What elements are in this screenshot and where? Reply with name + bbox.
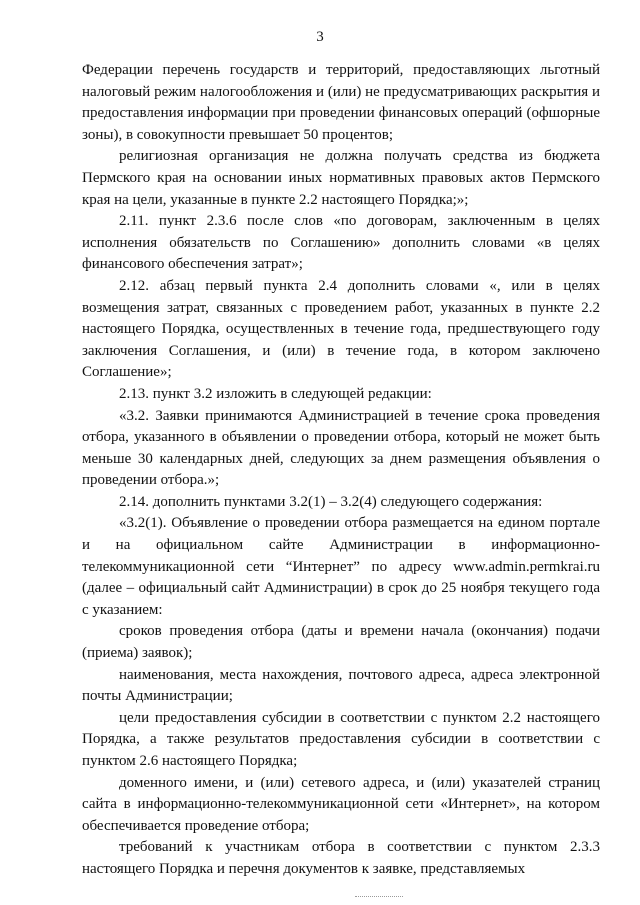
- paragraph-3-2: «3.2. Заявки принимаются Администрацией в течение срока проведения отбора, указанного в объявлении о проведении отбора, который не может быть меньше 30 календарных дней, следующих за днем размещения объявления о проведении отбора.»;: [82, 407, 600, 489]
- paragraph-domain: доменного имени, и (или) сетевого адреса, и (или) указателей страниц сайта в информационно-телекоммуникационной сети «Интернет», на котором обеспечивается проведение отбора;: [82, 774, 600, 834]
- scan-artifact-line: [355, 896, 403, 898]
- document-body: [82, 60, 600, 881]
- paragraph-deadlines: сроков проведения отбора (даты и времени начала (окончания) подачи (приема) заявок);: [82, 623, 600, 662]
- paragraph-2-11: 2.11. пункт 2.3.6 после слов «по договорам, заключенным в целях исполнения обязательств по Соглашению» дополнить словами «в целях финансового обеспечения затрат»;: [82, 213, 600, 273]
- paragraph-requirements: требований к участникам отбора в соответствии с пунктом 2.3.3 настоящего Порядка и перечня документов к заявке, представляемых: [82, 839, 600, 877]
- paragraph-religious-organization: религиозная организация не должна получать средства из бюджета Пермского края на основании иных нормативных правовых актов Пермского края на цели, указанные в пункте 2.2 настоящего Порядка;»;: [82, 148, 600, 208]
- paragraph-3-2-1: «3.2(1). Объявление о проведении отбора размещается на едином портале и на официальном сайте Администрации в информационно-телекоммуникационной сети “Интернет” по адресу www.admin.permkrai.ru (далее – официальный сайт Администрации) в срок до 25 ноября текущего года с указанием:: [82, 515, 600, 618]
- paragraph-2-14: 2.14. дополнить пунктами 3.2(1) – 3.2(4) следующего содержания:: [119, 493, 543, 510]
- paragraph-purpose: цели предоставления субсидии в соответствии с пунктом 2.2 настоящего Порядка, а также результатов предоставления субсидии в соответствии с пунктом 2.6 настоящего Порядка;: [82, 709, 600, 769]
- paragraph-2-13: 2.13. пункт 3.2 изложить в следующей редакции:: [119, 385, 432, 402]
- paragraph-continuation: Федерации перечень государств и территорий, предоставляющих льготный налоговый режим налогообложения и (или) не предусматривающих раскрытия и предоставления информации при проведении финансовых операций (офшорные зоны), в совокупности превышает 50 процентов;: [82, 62, 600, 143]
- paragraph-2-12: 2.12. абзац первый пункта 2.4 дополнить словами «, или в целях возмещения затрат, связанных с проведением работ, указанных в пункте 2.2 настоящего Порядка, осуществленных в течение года, предшествующего году заключения Соглашения, и (или) в течение года, в котором заключено Соглашение»;: [82, 277, 600, 381]
- page-number: 3: [316, 29, 324, 45]
- paragraph-name-address: наименования, места нахождения, почтового адреса, адреса электронной почты Администрации;: [82, 666, 600, 705]
